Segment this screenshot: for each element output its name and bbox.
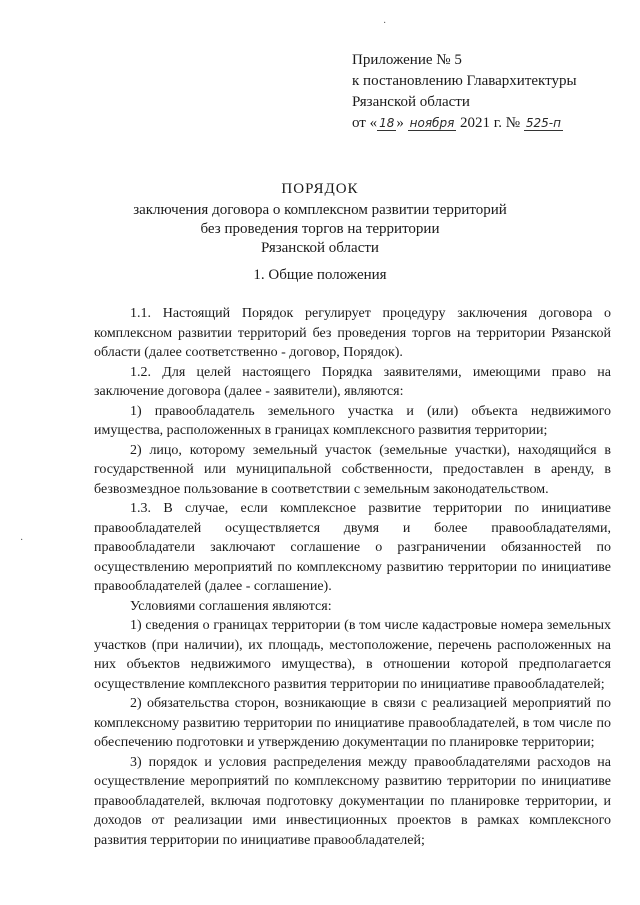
paragraph: 1) сведения о границах территории (в том числе кадастровые номера земельных участков (при наличии), их площадь, местоположение, перечень расположенных на них объектов недвижимого имущества), в отношении которой предполагается осуществление комплексного развития территории по инициативе правообладателей; (94, 618, 611, 692)
paragraph: 2) лицо, которому земельный участок (земельные участки), находящийся в государственной или муниципальной собственности, предоставлен в аренду, в безвозмездное пользование в соответствии с земельным законодательством. (94, 442, 611, 497)
annex-date-prefix: от « (352, 115, 378, 131)
title-main: ПОРЯДОК (281, 181, 359, 197)
paragraph: 1.3. В случае, если комплексное развитие территории по инициативе правообладателей осуществляется двумя и более правообладателями, правообладатели заключают соглашение о разграничении обязанностей по осуществлению мероприятий по комплексному развитию территории по инициативе правообладателей (далее - соглашение). (94, 501, 611, 594)
paragraph: 1) правообладатель земельного участка и (или) объекта недвижимого имущества, расположенных в границах комплексного развития территории; (94, 403, 611, 438)
annex-block (352, 50, 622, 134)
annex-date-number: 525-п (525, 116, 561, 130)
annex-date-line (352, 113, 622, 134)
annex-number: Приложение № 5 (352, 52, 462, 68)
title-line-2: без проведения торгов на территории (200, 221, 440, 237)
section-heading: 1. Общие положения (253, 267, 387, 283)
annex-resolution: к постановлению Главархитектуры (352, 73, 577, 89)
scan-speck: · (383, 18, 387, 29)
annex-date-day: 18 (379, 116, 395, 130)
paragraph: 1.1. Настоящий Порядок регулирует процедуру заключения договора о комплексном развитии территорий без проведения торгов на территории Рязанской области (далее соответственно - договор, Порядок). (94, 306, 611, 360)
annex-date-year: 2021 г. № (460, 115, 521, 131)
paragraph: 2) обязательства сторон, возникающие в связи с реализацией мероприятий по комплексному развитию территории по инициативе правообладателей, в том числе по обеспечению подготовки и утверждению документации по планировке территории; (94, 696, 611, 750)
document-body (94, 304, 611, 850)
annex-date-mid: » (396, 115, 404, 131)
paragraph: 3) порядок и условия распределения между правообладателями расходов на осуществление мероприятий по комплексному развитию территории по инициативе правообладателей, включая подготовку документации по планировке территории, и доходов от реализации ими инвестиционных проектов в рамках комплексного развития территории по инициативе правообладателей; (94, 754, 611, 848)
annex-date-month: ноября (409, 116, 455, 130)
annex-region: Рязанской области (352, 94, 470, 110)
scan-speck: · (20, 535, 24, 546)
paragraph: Условиями соглашения являются: (130, 598, 332, 614)
paragraph: 1.2. Для целей настоящего Порядка заявителями, имеющими право на заключение договора (далее - заявители), являются: (94, 364, 611, 399)
document-title (90, 180, 550, 258)
title-line-3: Рязанской области (261, 240, 379, 256)
title-line-1: заключения договора о комплексном развитии территорий (133, 202, 507, 218)
